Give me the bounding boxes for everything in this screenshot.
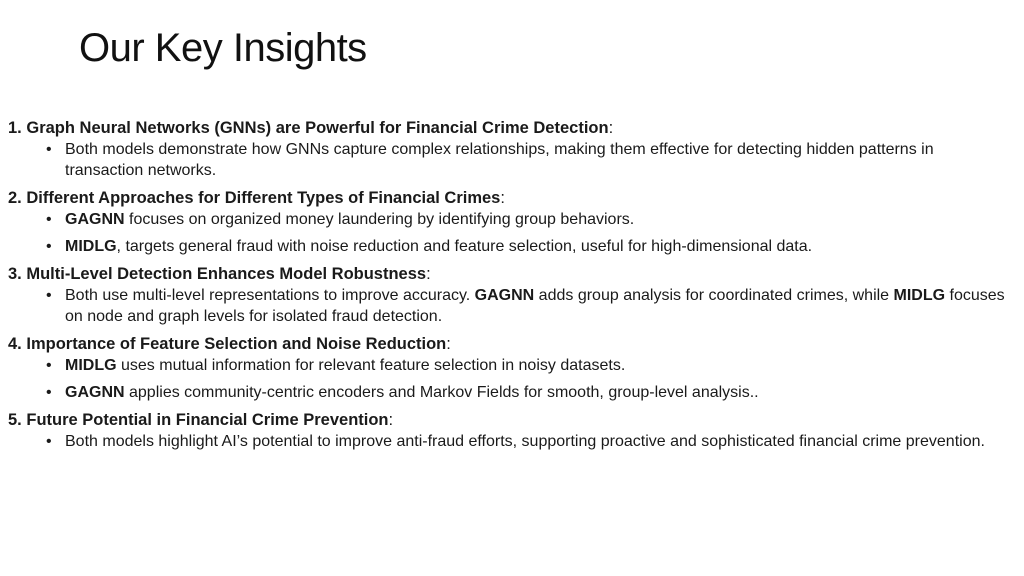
section-number: 3. [8,265,22,283]
section-heading-text: Future Potential in Financial Crime Prevention [26,411,389,429]
section-heading-text: Different Approaches for Different Types of Financial Crimes [26,189,501,207]
bullet-list [8,140,1008,181]
section-number: 1. [8,119,22,137]
bullet-keyword: MIDLG [65,237,117,255]
bullet-item [8,237,1008,258]
section-heading-suffix: : [500,189,505,207]
bullet-item [8,432,1008,453]
bullet-dot: • [46,357,52,374]
bullet-list [8,432,1008,453]
bullet-text: Both models demonstrate how GNNs capture complex relationships, making them effective for detecting hidden patterns in transaction networks. [65,141,934,179]
section-heading [8,118,1008,138]
bullet-text: , targets general fraud with noise reduction and feature selection, useful for high-dimensional data. [116,237,813,255]
bullet-item [8,210,1008,231]
bullet-item [8,140,1008,181]
insights-list [8,118,1008,460]
bullet-keyword: GAGNN [65,211,125,228]
section-heading [8,188,1008,208]
section-heading [8,264,1008,284]
bullet-list [8,210,1008,257]
bullet-text: adds group analysis for coordinated crimes, while [534,287,894,304]
bullet-list [8,356,1008,403]
bullet-text: Both models highlight AI’s potential to improve anti-fraud efforts, supporting proactive and sophisticated financial crime prevention. [65,433,985,450]
section-heading-text: Importance of Feature Selection and Noise Reduction [26,335,447,353]
section-heading-suffix: : [608,119,614,137]
bullet-dot: • [46,287,52,304]
bullet-text: focuses on organized money laundering by identifying group behaviors. [124,211,635,228]
bullet-dot: • [46,433,52,450]
section-number: 2. [8,189,22,207]
bullet-list [8,286,1008,327]
bullet-keyword: GAGNN [474,287,535,304]
bullet-dot: • [46,141,52,158]
bullet-keyword: GAGNN [65,383,125,401]
insight-section [8,118,1008,181]
slide-title: Our Key Insights [79,26,367,70]
insight-section [8,188,1008,257]
bullet-keyword: MIDLG [893,287,946,304]
bullet-dot: • [46,211,52,228]
bullet-dot: • [46,383,52,401]
bullet-keyword: MIDLG [65,357,117,374]
section-number: 5. [8,411,22,429]
section-heading [8,410,1008,430]
section-heading-text: Multi-Level Detection Enhances Model Robustness [26,265,427,283]
section-heading [8,334,1008,354]
bullet-item [8,383,1008,404]
insight-section [8,334,1008,403]
section-heading-suffix: : [426,265,431,283]
bullet-dot: • [46,237,52,255]
insight-section [8,410,1008,453]
section-heading-suffix: : [388,411,394,429]
section-number: 4. [8,335,22,353]
bullet-item [8,286,1008,327]
bullet-item [8,356,1008,377]
section-heading-suffix: : [446,335,451,353]
bullet-text: Both use multi-level representations to improve accuracy. [65,287,475,304]
bullet-text: uses mutual information for relevant feature selection in noisy datasets. [116,357,626,374]
bullet-text: focuses on node and graph levels for isolated fraud detection. [65,287,1005,325]
insight-section [8,264,1008,327]
bullet-text: applies community-centric encoders and Markov Fields for smooth, group-level analysis.. [124,383,759,401]
section-heading-text: Graph Neural Networks (GNNs) are Powerful for Financial Crime Detection [26,119,609,137]
